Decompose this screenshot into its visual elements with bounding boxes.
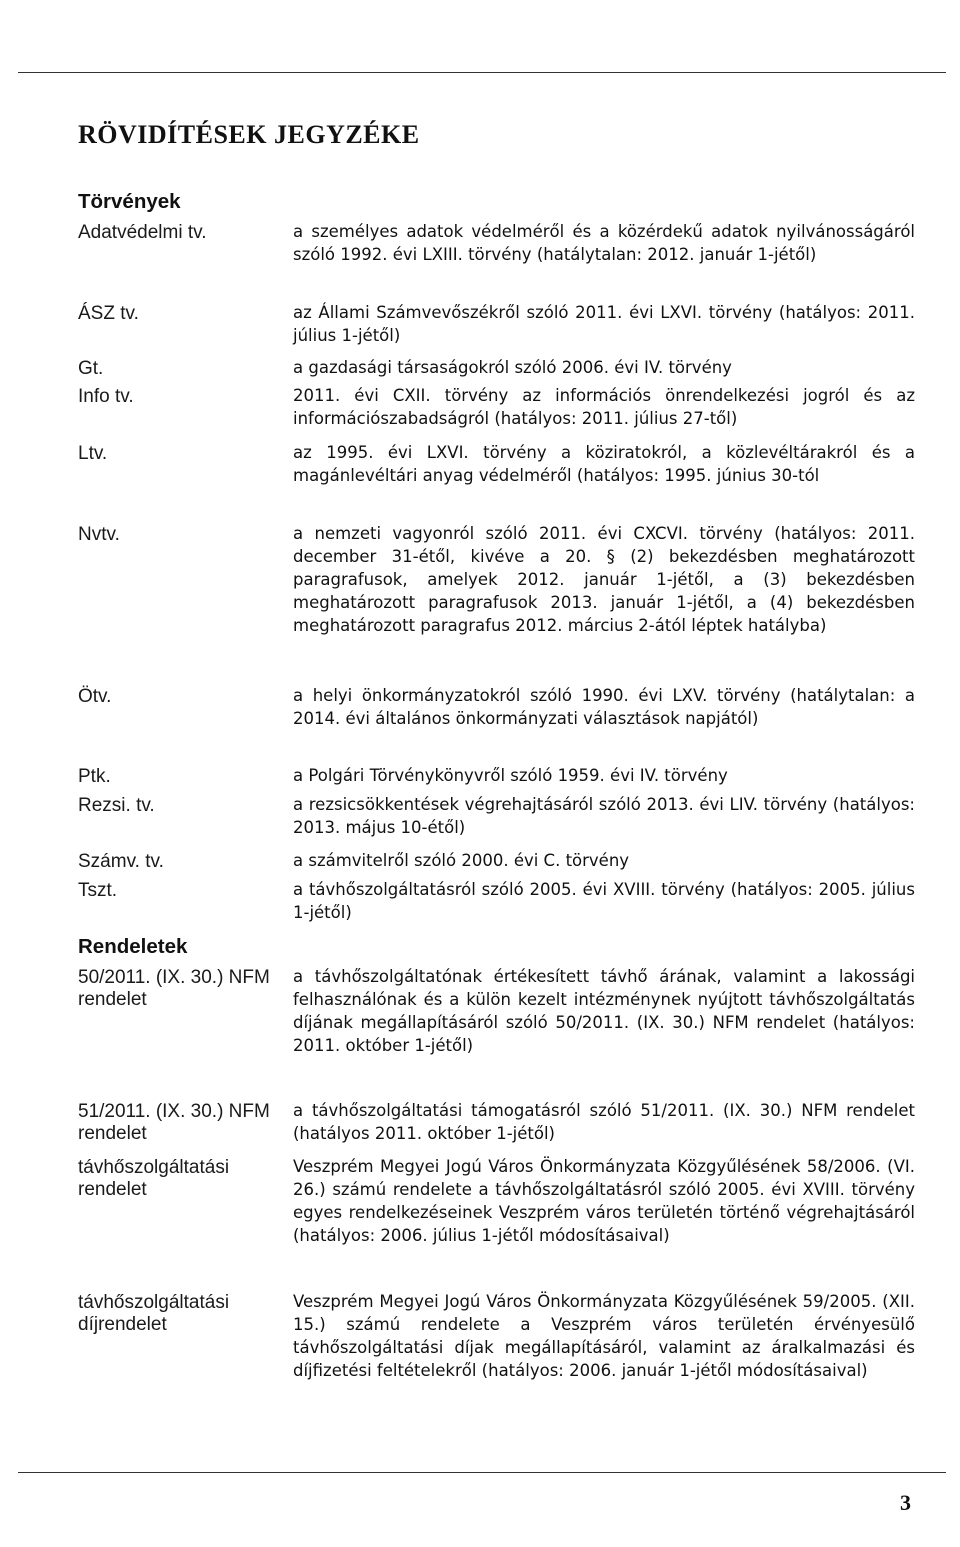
section-heading-laws: Törvények	[78, 190, 181, 213]
bottom-divider	[18, 1472, 946, 1473]
def-51-2011: a távhőszolgáltatási támogatásról szóló 51/2011. (IX. 30.) NFM rendelet (hatályos 2011. október 1-jétől)	[293, 1101, 915, 1143]
section-heading-decrees: Rendeletek	[78, 935, 188, 958]
abbr-51-2011: 51/2011. (IX. 30.) NFM rendelet	[78, 1101, 270, 1144]
def-tszt: a távhőszolgáltatásról szóló 2005. évi XVIII. törvény (hatályos: 2005. július 1-jétől)	[293, 880, 915, 922]
def-gt: a gazdasági társaságokról szóló 2006. évi IV. törvény	[293, 358, 732, 377]
def-szamv: a számvitelről szóló 2000. évi C. törvény	[293, 851, 630, 870]
def-50-2011: a távhőszolgáltatónak értékesített távhő árának, valamint a lakossági felhasználónak és a külön kezelt intézménynek nyújtott távhőszolgáltatás díjának megállapításáról szóló 50/2011. (IX. 30.) NFM rendelet (hatályos: 2011. október 1-jétől)	[293, 967, 915, 1055]
abbr-tavho-dijrendelet: távhőszolgáltatási díjrendelet	[78, 1292, 230, 1335]
def-nvtv: a nemzeti vagyonról szóló 2011. évi CXCVI. törvény (hatályos: 2011. december 31-étől, kivéve a 20. § (2) bekezdésben meghatározott paragrafusok, amelyek 2012. január 1-jétől, a (3) bekezdésben meghatározott paragrafusok 2013. január 1-jétől, a (4) bekezdésben meghatározott paragrafus 2012. március 2-ától léptek hatályba)	[293, 524, 915, 635]
def-asz: az Állami Számvevőszékről szóló 2011. évi LXVI. törvény (hatályos: 2011. július 1-jétől)	[293, 303, 915, 345]
abbr-tszt: Tszt.	[78, 880, 118, 901]
page-number: 3	[900, 1490, 911, 1515]
abbr-szamv: Számv. tv.	[78, 851, 164, 872]
abbr-nvtv: Nvtv.	[78, 524, 120, 545]
def-rezsi: a rezsicsökkentések végrehajtásáról szóló 2013. évi LIV. törvény (hatályos: 2013. május 10-étől)	[293, 795, 915, 837]
top-divider	[18, 72, 946, 73]
abbr-ptk: Ptk.	[78, 766, 111, 787]
def-adatvedelmi: a személyes adatok védelméről és a közérdekű adatok nyilvánosságáról szóló 1992. évi LXIII. törvény (hatálytalan: 2012. január 1-jétől)	[293, 222, 915, 264]
page-title: RÖVIDÍTÉSEK JEGYZÉKE	[78, 120, 420, 149]
def-otv: a helyi önkormányzatokról szóló 1990. évi LXV. törvény (hatálytalan: a 2014. évi általános önkormányzati választások napjától)	[293, 686, 915, 728]
abbr-ltv: Ltv.	[78, 443, 108, 464]
abbr-50-2011: 50/2011. (IX. 30.) NFM rendelet	[78, 967, 270, 1010]
abbr-adatvedelmi: Adatvédelmi tv.	[78, 222, 207, 243]
abbr-tavho-rendelet: távhőszolgáltatási rendelet	[78, 1157, 230, 1200]
def-tavho-dijrendelet: Veszprém Megyei Jogú Város Önkormányzata Közgyűlésének 59/2005. (XII. 15.) számú rendelete a Veszprém város területén érvényesülő távhőszolgáltatási díjak megállapításáról, valamint az áralkalmazási és díjfizetési feltételekről (hatályos: 2006. január 1-jétől módosításaival)	[293, 1292, 915, 1380]
abbr-rezsi: Rezsi. tv.	[78, 795, 155, 816]
def-ptk: a Polgári Törvénykönyvről szóló 1959. évi IV. törvény	[293, 766, 728, 785]
def-tavho-rendelet: Veszprém Megyei Jogú Város Önkormányzata Közgyűlésének 58/2006. (VI. 26.) számú rendelete a távhőszolgáltatásról szóló 2005. évi XVIII. törvény egyes rendelkezéseinek Veszprém város területén történő végrehajtásáról (hatályos: 2006. július 1-jétől módosításaival)	[293, 1157, 915, 1245]
def-ltv: az 1995. évi LXVI. törvény a köziratokról, a közlevéltárakról és a magánlevéltári anyag védelméről (hatályos: 1995. június 30-tól	[293, 443, 915, 485]
def-info: 2011. évi CXII. törvény az információs önrendelkezési jogról és az információszabadságról (hatályos: 2011. július 27-től)	[293, 386, 915, 428]
abbr-info: Info tv.	[78, 386, 134, 407]
abbr-asz: ÁSZ tv.	[78, 303, 139, 324]
abbr-gt: Gt.	[78, 358, 104, 379]
abbr-otv: Ötv.	[78, 686, 112, 707]
